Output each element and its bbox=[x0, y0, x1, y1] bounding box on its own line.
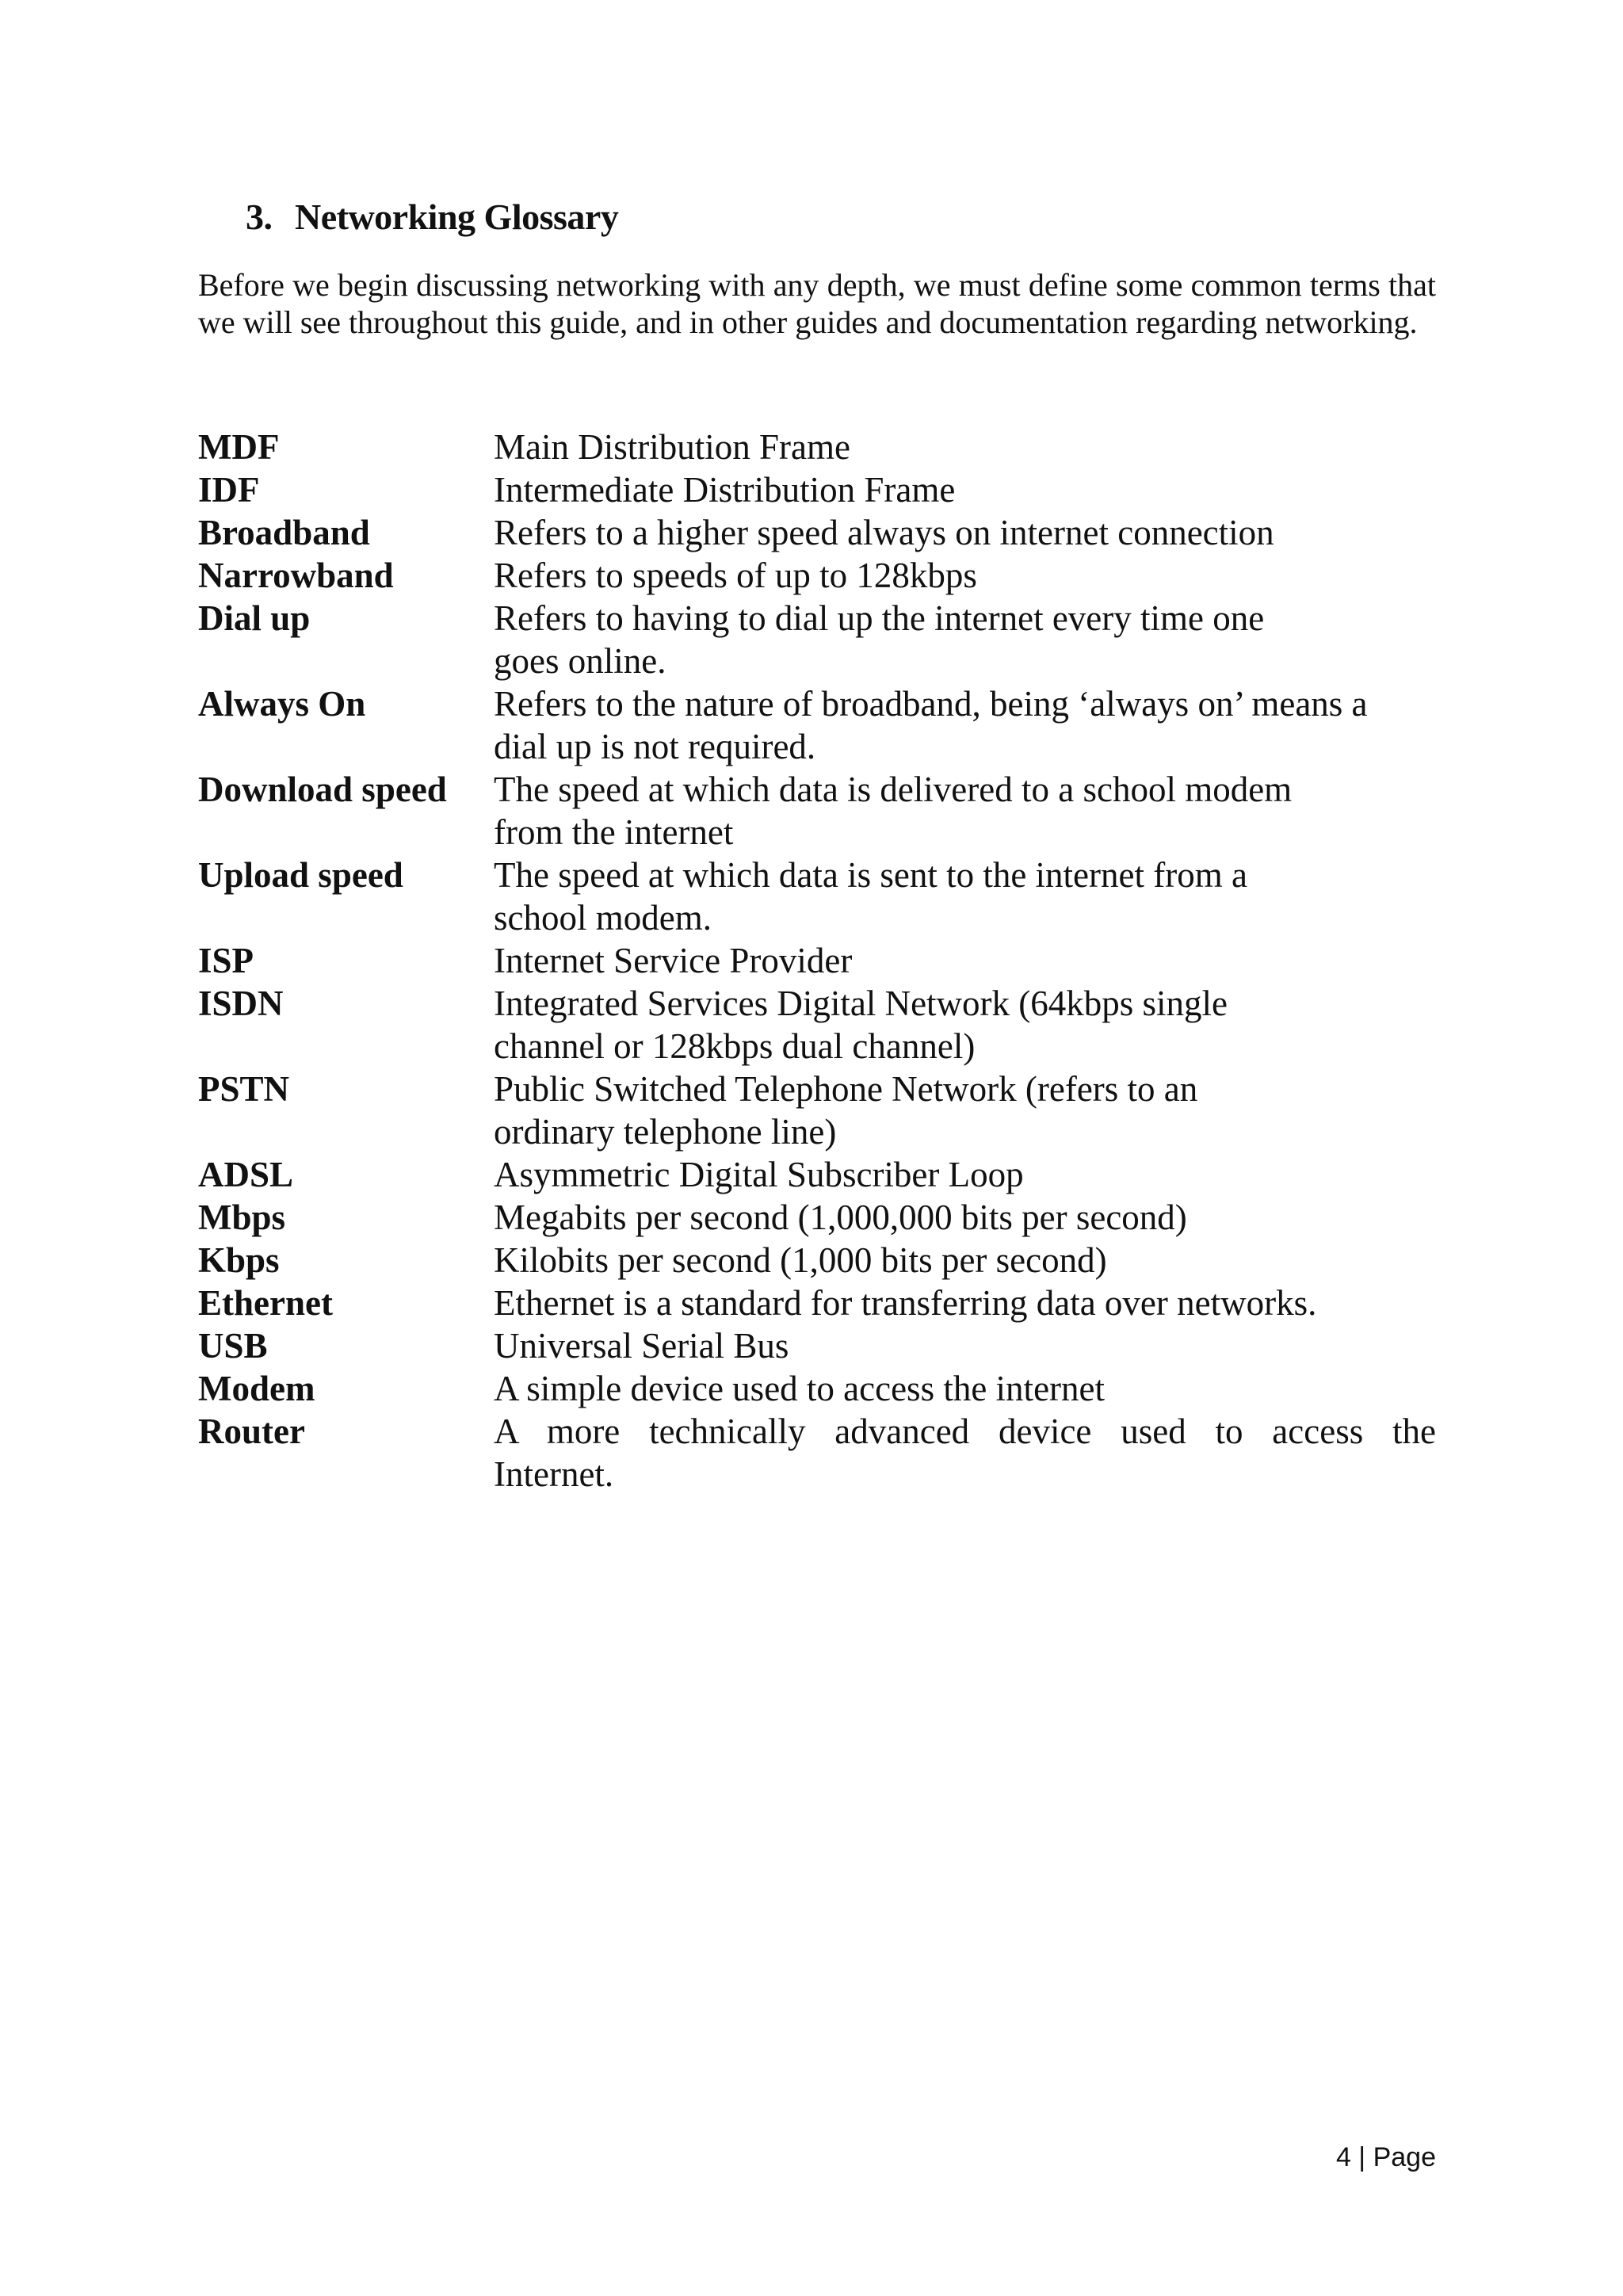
definition-line: Ethernet is a standard for transferring data over networks. bbox=[494, 1283, 1317, 1323]
glossary-term: Mbps bbox=[198, 1198, 286, 1237]
glossary-entry bbox=[198, 1239, 1436, 1282]
glossary-entry bbox=[198, 554, 1436, 597]
definition-line: Asymmetric Digital Subscriber Loop bbox=[494, 1155, 1024, 1194]
glossary-definition bbox=[494, 1324, 1436, 1367]
glossary-term: ISP bbox=[198, 941, 254, 980]
glossary-definition bbox=[494, 982, 1436, 1068]
glossary-entry bbox=[198, 597, 1436, 682]
glossary-definition bbox=[494, 854, 1436, 939]
glossary-definition bbox=[494, 1410, 1436, 1496]
glossary-term: Download speed bbox=[198, 770, 447, 809]
glossary-definition bbox=[494, 939, 1436, 982]
glossary-entry bbox=[198, 1282, 1436, 1324]
glossary-entry bbox=[198, 1367, 1436, 1410]
definition-line: Refers to the nature of broadband, being ‘always on’ means a bbox=[494, 684, 1368, 724]
glossary-term: Narrowband bbox=[198, 556, 394, 595]
glossary-term: Ethernet bbox=[198, 1283, 333, 1323]
glossary-term: Dial up bbox=[198, 598, 311, 638]
glossary-entry bbox=[198, 1324, 1436, 1367]
glossary-definition bbox=[494, 1153, 1436, 1196]
definition-line: Integrated Services Digital Network (64kbps single bbox=[494, 984, 1228, 1023]
glossary-term: ISDN bbox=[198, 984, 284, 1023]
glossary-entry bbox=[198, 426, 1436, 468]
glossary-entry bbox=[198, 511, 1436, 554]
glossary-entry bbox=[198, 939, 1436, 982]
glossary-term: ADSL bbox=[198, 1155, 294, 1194]
definition-line: A more technically advanced device used to access the bbox=[494, 1412, 1436, 1451]
glossary-definition bbox=[494, 597, 1436, 682]
definition-line: goes online. bbox=[494, 641, 666, 681]
definition-line: Intermediate Distribution Frame bbox=[494, 470, 956, 510]
glossary-definition bbox=[494, 1367, 1436, 1410]
glossary-entry bbox=[198, 982, 1436, 1068]
definition-line: Megabits per second (1,000,000 bits per second) bbox=[494, 1198, 1187, 1237]
glossary-list bbox=[198, 426, 1436, 1496]
glossary-definition bbox=[494, 468, 1436, 511]
glossary-term: Upload speed bbox=[198, 855, 403, 895]
definition-line: Kilobits per second (1,000 bits per second) bbox=[494, 1240, 1107, 1280]
definition-line: school modem. bbox=[494, 898, 712, 938]
glossary-entry bbox=[198, 854, 1436, 939]
page-number: 4 | Page bbox=[1335, 2142, 1436, 2172]
glossary-definition bbox=[494, 682, 1436, 768]
glossary-term: Broadband bbox=[198, 513, 370, 552]
glossary-term: IDF bbox=[198, 470, 260, 510]
definition-line: A simple device used to access the internet bbox=[494, 1369, 1105, 1408]
definition-line: Public Switched Telephone Network (refers to an bbox=[494, 1069, 1198, 1109]
definition-line: channel or 128kbps dual channel) bbox=[494, 1026, 976, 1066]
glossary-term: Router bbox=[198, 1412, 305, 1451]
glossary-entry bbox=[198, 1196, 1436, 1239]
section-title: Networking Glossary bbox=[295, 197, 619, 237]
glossary-definition bbox=[494, 1196, 1436, 1239]
glossary-entry bbox=[198, 468, 1436, 511]
glossary-entry bbox=[198, 1410, 1436, 1496]
glossary-entry bbox=[198, 682, 1436, 768]
definition-line: dial up is not required. bbox=[494, 727, 816, 766]
definition-line: Refers to having to dial up the internet every time one bbox=[494, 598, 1265, 638]
glossary-entry bbox=[198, 768, 1436, 854]
definition-line: Universal Serial Bus bbox=[494, 1326, 789, 1366]
glossary-definition bbox=[494, 1068, 1436, 1153]
glossary-term: Kbps bbox=[198, 1240, 280, 1280]
glossary-term: USB bbox=[198, 1326, 268, 1366]
glossary-definition bbox=[494, 1282, 1436, 1324]
glossary-entry bbox=[198, 1068, 1436, 1153]
definition-line: Refers to a higher speed always on internet connection bbox=[494, 513, 1274, 552]
glossary-term: Modem bbox=[198, 1369, 315, 1408]
glossary-definition bbox=[494, 768, 1436, 854]
glossary-definition bbox=[494, 554, 1436, 597]
section-heading bbox=[246, 193, 618, 241]
glossary-definition bbox=[494, 511, 1436, 554]
section-number: 3. bbox=[246, 197, 273, 237]
definition-line: Main Distribution Frame bbox=[494, 427, 850, 467]
glossary-term: MDF bbox=[198, 427, 280, 467]
definition-line: from the internet bbox=[494, 812, 734, 852]
definition-line: Internet Service Provider bbox=[494, 941, 853, 980]
definition-line: Internet. bbox=[494, 1454, 614, 1494]
glossary-entry bbox=[198, 1153, 1436, 1196]
definition-line: The speed at which data is sent to the internet from a bbox=[494, 855, 1247, 895]
glossary-term: Always On bbox=[198, 684, 366, 724]
definition-line: ordinary telephone line) bbox=[494, 1112, 837, 1152]
glossary-term: PSTN bbox=[198, 1069, 290, 1109]
definition-line: Refers to speeds of up to 128kbps bbox=[494, 556, 977, 595]
glossary-definition bbox=[494, 426, 1436, 468]
definition-line: The speed at which data is delivered to a school modem bbox=[494, 770, 1293, 809]
intro-paragraph: Before we begin discussing networking with any depth, we must define some common terms that we will see throughout this guide, and in other guides and documentation regarding networking. bbox=[198, 267, 1436, 340]
glossary-definition bbox=[494, 1239, 1436, 1282]
